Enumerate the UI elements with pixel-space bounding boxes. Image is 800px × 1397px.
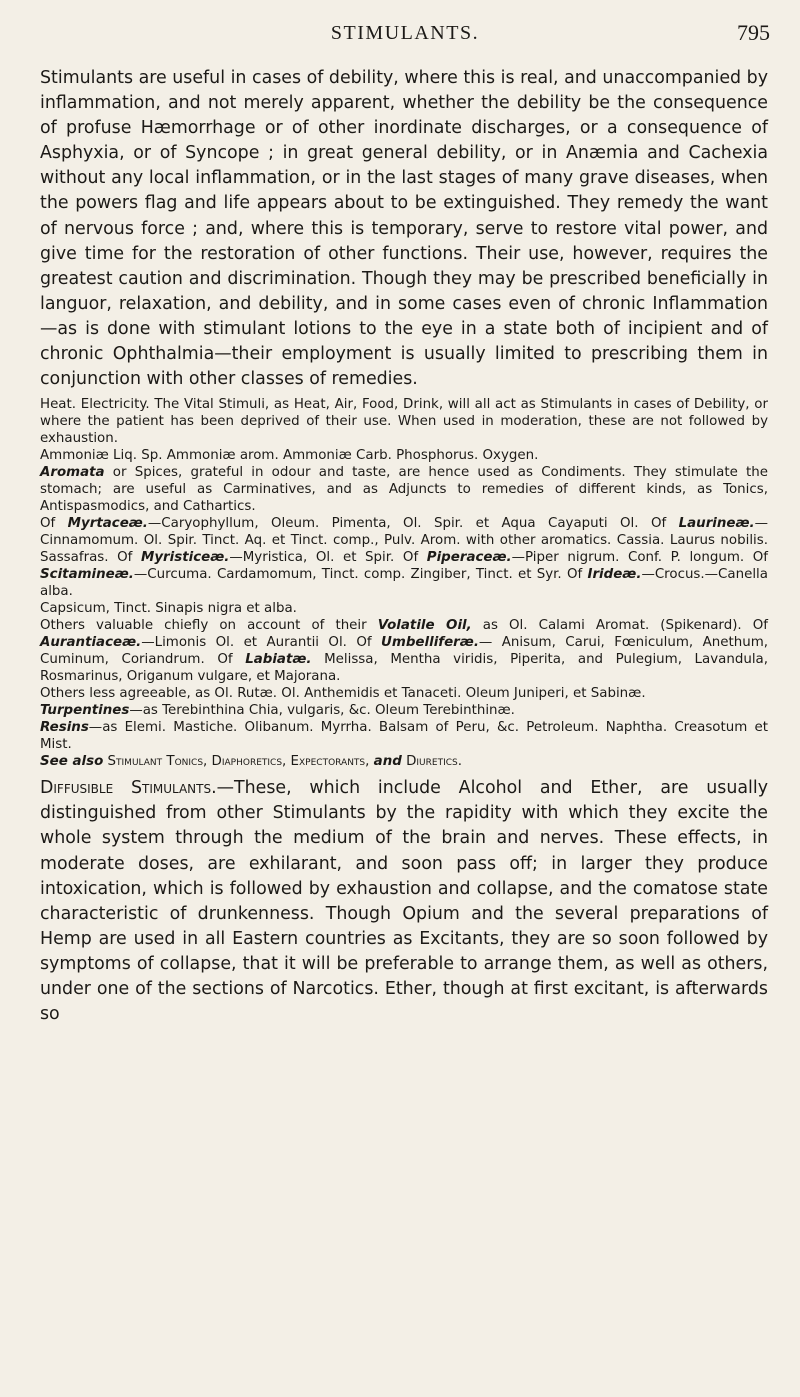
- resins-entry: [40, 719, 768, 753]
- aromata-text: or Spices, grateful in odour and taste, are hence used as Condiments. They stimulate the stomach; are useful as Carminatives, and as Adjuncts to remedies of different kinds, as Tonics, Antispasmodics, and Cathartics.: [40, 465, 768, 515]
- running-head: [40, 14, 770, 54]
- myristiceae-label: Myristiceæ.: [141, 550, 230, 566]
- others-less-entry: Others less agreeable, as Ol. Rutæ. Ol. Anthemidis et Tanaceti. Oleum Juniperi, et Sabinæ.: [40, 686, 646, 702]
- see-also-text: Stimulant Tonics, Diaphoretics, Expectorants,: [103, 754, 374, 770]
- myrtaceae-label: Myrtaceæ.: [67, 516, 148, 532]
- others-valuable-a: Others valuable chiefly on account of their: [40, 618, 378, 634]
- volatile-oil-entry: [40, 617, 768, 685]
- intro-paragraph: Stimulants are useful in cases of debility, where this is real, and unaccompanied by inflammation, and not merely apparent, whether the debility be the consequence of profuse Hæmorrhage or of other inordinate discharges, or a consequence of Asphyxia, or of Syncope ; in great general debility, or in Anæmia and Cachexia without any local inflammation, or in the last stages of many grave diseases, when the powers flag and life appears about to be extinguished. They remedy the want of nervous force ; and, where this is temporary, serve to restore vital power, and give time for the restoration of other functions. Their use, however, requires the greatest caution and discrimination. Though they may be prescribed beneficially in languor, relaxation, and debility, and in some cases even of chronic Inflammation—as is done with stimulant lotions to the eye in a state both of incipient and of chronic Ophthalmia—their employment is usually limited to prescribing them in conjunction with other classes of remedies.: [40, 68, 768, 390]
- page-number: 795: [737, 20, 770, 45]
- resins-text: —as Elemi. Mastiche. Olibanum. Myrrha. Balsam of Peru, &c. Petroleum. Naphtha. Creasotum et Mist.: [40, 720, 768, 753]
- see-also-end: Diuretics.: [401, 754, 462, 770]
- piperaceae-text: —Piper nigrum. Conf. P. longum.: [511, 550, 753, 566]
- resins-label: Resins: [40, 720, 89, 736]
- piperaceae-prefix: Of: [402, 550, 427, 566]
- myrtaceae-prefix: Of: [40, 516, 68, 532]
- turpentines-label: Turpentines: [40, 703, 130, 719]
- families-entry: [40, 515, 768, 600]
- aurantiaceae-label: Aurantiaceæ.: [40, 635, 142, 651]
- see-also-label: See also: [40, 754, 104, 770]
- small-print-list: [40, 396, 768, 770]
- umbelliferae-text: — Anisum, Carui, Fœniculum, Anethum, Cuminum, Coriandrum. Of: [40, 635, 768, 668]
- myrtaceae-text: —Caryophyllum, Oleum. Pimenta, Ol. Spir. et Aqua Cayaputi Ol.: [147, 516, 651, 532]
- page-body: [40, 66, 768, 1027]
- myristiceae-text: —Myristica, Ol. et Spir.: [229, 550, 403, 566]
- scitamineae-label: Scitamineæ.: [40, 567, 134, 583]
- irideae-prefix: Of: [566, 567, 588, 583]
- scitamineae-prefix: Of: [752, 550, 769, 566]
- aurantiaceae-text: —Limonis Ol. et Aurantii Ol. Of: [141, 635, 382, 651]
- aromata-entry: [40, 464, 768, 515]
- diffusible-text: —These, which include Alcohol and Ether, are usually distinguished from other Stimulants by the rapidity with which they excite the whole system through the medium of the brain and nerves. These effects, in moderate doses, are exhilarant, and soon pass off; in larger they produce intoxication, which is followed by exhaustion and collapse, and the comatose state characteristic of drunkenness. Though Opium and the several preparations of Hemp are used in all Eastern countries as Excitants, they are so soon followed by symptoms of collapse, that it will be preferable to arrange them, as well as others, under one of the sections of Narcotics. Ether, though at first excitant, is afterwards so: [40, 778, 768, 1025]
- turpentines-text: —as Terebinthina Chia, vulgaris, &c. Oleum Terebinthinæ.: [129, 703, 515, 719]
- running-head-title: STIMULANTS.: [330, 22, 480, 44]
- diffusible-heading: Diffusible Stimulants.: [40, 778, 217, 799]
- umbelliferae-label: Umbelliferæ.: [381, 635, 479, 651]
- irideae-label: Irideæ.: [587, 567, 642, 583]
- see-also-and: and: [373, 754, 402, 770]
- laurineae-prefix: Of: [650, 516, 679, 532]
- turpentines-entry: [40, 702, 768, 719]
- irideae-text: —Crocus.—Canella alba.: [40, 567, 768, 600]
- capsicum-entry: Capsicum, Tinct. Sinapis nigra et alba.: [40, 601, 297, 617]
- labiatae-label: Labiatæ.: [245, 652, 312, 668]
- volatile-oil-label: Volatile Oil,: [377, 618, 472, 634]
- labiatae-text: Melissa, Mentha viridis, Piperita, and Pulegium, Lavandula, Rosmarinus, Origanum vulgare, et Majorana.: [40, 652, 768, 685]
- myristiceae-prefix: Of: [117, 550, 141, 566]
- piperaceae-label: Piperaceæ.: [426, 550, 512, 566]
- ammonia-entry: Ammoniæ Liq. Sp. Ammoniæ arom. Ammoniæ Carb. Phosphorus. Oxygen.: [40, 448, 539, 464]
- see-also-entry: [40, 753, 768, 770]
- others-valuable-b: as Ol. Calami Aromat. (Spikenard). Of: [471, 618, 768, 634]
- laurineae-text: —Cinnamomum. Ol. Spir. Tinct. Aq. et Tinct. comp., Pulv. Arom. with other aromatics. Cassia. Laurus nobilis. Sassafras.: [40, 516, 769, 566]
- scitamineae-text: —Curcuma. Cardamomum, Tinct. comp. Zingiber, Tinct. et Syr.: [133, 567, 567, 583]
- aromata-label: Aromata: [40, 465, 105, 481]
- diffusible-paragraph: [40, 776, 768, 1027]
- laurineae-label: Laurineæ.: [678, 516, 755, 532]
- heat-entry: Heat. Electricity. The Vital Stimuli, as Heat, Air, Food, Drink, will all act as Stimulants in cases of Debility, or where the patient has been deprived of their use. When used in moderation, these are not followed by exhaustion.: [40, 397, 768, 447]
